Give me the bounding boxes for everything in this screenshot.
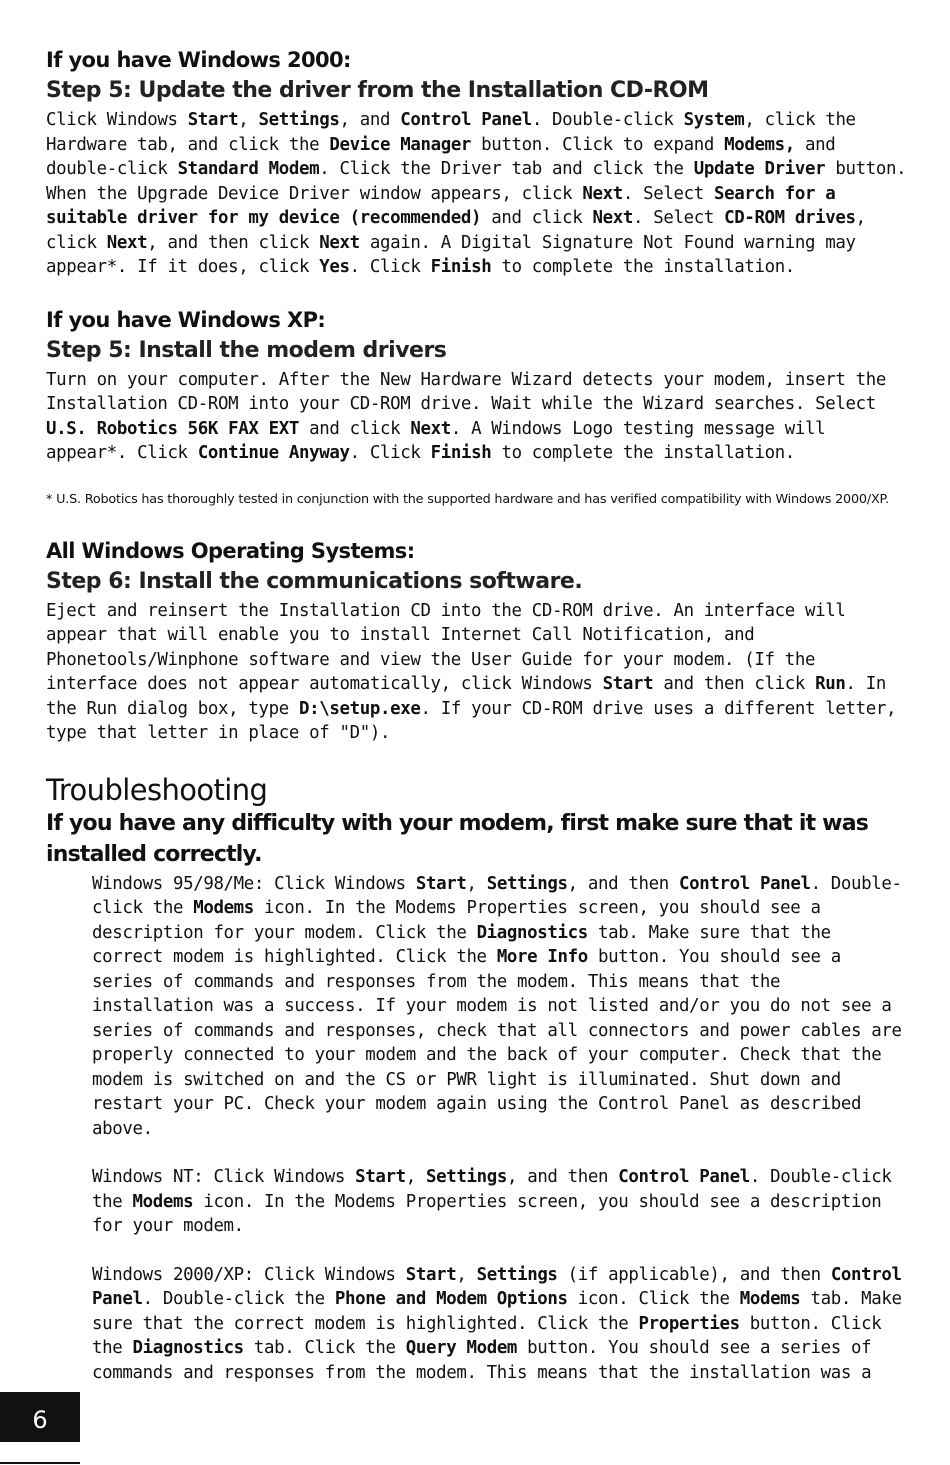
bold-term: D:\setup.exe <box>299 698 421 719</box>
bold-term: Start <box>187 110 239 130</box>
bold-term: Start <box>602 674 654 694</box>
bold-term: Modems <box>193 898 254 918</box>
bold-term: Standard Modem <box>177 159 320 179</box>
footnote: * U.S. Robotics has thoroughly tested in conjunction with the supported hardware and has verified compatibility with Windows 2000/XP. <box>46 491 889 507</box>
troubleshooting-win9x: Windows 95/98/Me: Click Windows Start, Settings, and then Control Panel. Double-click the Modems icon. In the Modems Properties screen, you should see a description for your modem. Click the Diagnostics tab. Make sure that the correct modem is highlighted. Click the More Info button. You should see a series of commands and responses from the modem. This means that the installation was a success. If your modem is not listed and/or you do not see a series of commands and responses, check that all connectors and power cables are properly connected to your modem and the back of your computer. Check that the modem is switched on and the CS or PWR light is illuminated. Shut down and restart your PC. Check your modem again using the Control Panel as described above. <box>92 873 902 1139</box>
bold-term: Control Panel <box>618 1167 750 1187</box>
section-windows-xp <box>46 304 916 466</box>
section-all-windows <box>46 535 916 746</box>
bold-term: Start <box>405 1264 457 1285</box>
bold-term: Start <box>355 1167 406 1187</box>
troubleshooting-subtitle: If you have any difficulty with your modem, first make sure that it was installed correctly. <box>46 810 869 867</box>
bold-term: Start <box>415 873 467 894</box>
bold-term: Settings <box>476 1264 558 1285</box>
bold-term: Next <box>410 418 451 439</box>
bold-term: Finish <box>430 443 492 463</box>
bold-term: Properties <box>638 1313 740 1334</box>
bold-term: Control Panel <box>400 110 532 130</box>
bold-term: Query Modem <box>405 1338 518 1358</box>
bold-term: Settings <box>486 873 568 894</box>
bold-term: Next <box>106 232 148 253</box>
bold-term: Modems <box>132 1191 194 1212</box>
bold-term: Phone and Modem Options <box>334 1289 568 1309</box>
bold-term: CD-ROM drives <box>724 208 856 228</box>
troubleshooting-title: Troubleshooting <box>46 772 268 807</box>
bold-term: Continue Anyway <box>197 443 350 463</box>
instructions-windows-2000: Click Windows Start, Settings, and Control Panel. Double-click System, click the Hardware tab, and click the Device Manager button. Click to expand Modems, and double-click Standard Modem. Click the Driver tab and click the Update Driver button. When the Upgrade Device Driver window appears, click Next. Select Search for a suitable driver for my device (recommended) and click Next. Select CD-ROM drives, click Next, and then click Next again. A Digital Signature Not Found warning may appear*. If it does, click Yes. Click Finish to complete the installation. <box>46 110 907 277</box>
bottom-rule <box>0 1462 80 1464</box>
bold-term: Diagnostics <box>132 1338 244 1358</box>
troubleshooting-body <box>92 872 902 1386</box>
step-6-heading: Step 6: Install the communications software. <box>46 568 583 594</box>
bold-term: Modems, <box>724 134 795 155</box>
page-number: 6 <box>32 1406 48 1434</box>
bold-term: Control Panel <box>679 873 811 894</box>
bold-term: Next <box>582 183 623 204</box>
troubleshooting-winnt: Windows NT: Click Windows Start, Settings, and then Control Panel. Double-click the Modems icon. In the Modems Properties screen, you should see a description for your modem. <box>92 1167 892 1236</box>
bold-term: Yes <box>319 257 350 277</box>
bold-term: Modems <box>739 1289 801 1309</box>
bold-term: Next <box>592 208 633 228</box>
instructions-all-windows: Eject and reinsert the Installation CD into the CD-ROM drive. An interface will appear that will enable you to install Internet Call Notification, and Phonetools/Winphone software and view the User Guide for your modem. (If the interface does not appear automatically, click Windows Start and then click Run. In the Run dialog box, type D:\setup.exe. If your CD-ROM drive uses a different letter, type that letter in place of "D"). <box>46 600 897 743</box>
heading-all-windows: All Windows Operating Systems: <box>46 538 415 563</box>
troubleshooting-win2000xp: Windows 2000/XP: Click Windows Start, Settings (if applicable), and then Control Panel. Double-click the Phone and Modem Options icon. Click the Modems tab. Make sure that the correct modem is highlighted. Click the Properties button. Click the Diagnostics tab. Click the Query Modem button. You should see a series of commands and responses from the modem. This means that the installation was a <box>92 1264 902 1383</box>
bold-term: Settings <box>258 110 340 130</box>
bold-term: System <box>683 110 745 130</box>
section-windows-2000 <box>46 44 916 280</box>
step-5-heading-xp: Step 5: Install the modem drivers <box>46 337 447 363</box>
heading-windows-xp: If you have Windows XP: <box>46 307 326 332</box>
step-5-heading-2000: Step 5: Update the driver from the Installation CD-ROM <box>46 78 709 103</box>
bold-term: Search for a suitable driver for my device (recommended) <box>46 183 836 228</box>
bold-term: Finish <box>430 257 492 277</box>
bold-term: Run <box>815 674 846 694</box>
bold-term: Settings <box>425 1167 507 1187</box>
bold-term: More Info <box>496 947 588 967</box>
bold-term: Update Driver <box>693 159 826 179</box>
instructions-windows-xp: Turn on your computer. After the New Hardware Wizard detects your modem, insert the Installation CD-ROM into your CD-ROM drive. Wait while the Wizard searches. Select U.S. Robotics 56K FAX EXT and click Next. A Windows Logo testing message will appear*. Click Continue Anyway. Click Finish to complete the installation. <box>46 369 886 463</box>
bold-term: Control Panel <box>92 1264 902 1309</box>
bold-term: Diagnostics <box>476 922 588 943</box>
section-troubleshooting <box>46 772 916 1386</box>
bold-term: U.S. Robotics 56K FAX EXT <box>46 418 300 439</box>
page-content <box>46 44 916 1385</box>
bold-term: Device Manager <box>329 134 472 155</box>
bold-term: Next <box>319 232 360 253</box>
heading-windows-2000: If you have Windows 2000: <box>46 48 351 72</box>
